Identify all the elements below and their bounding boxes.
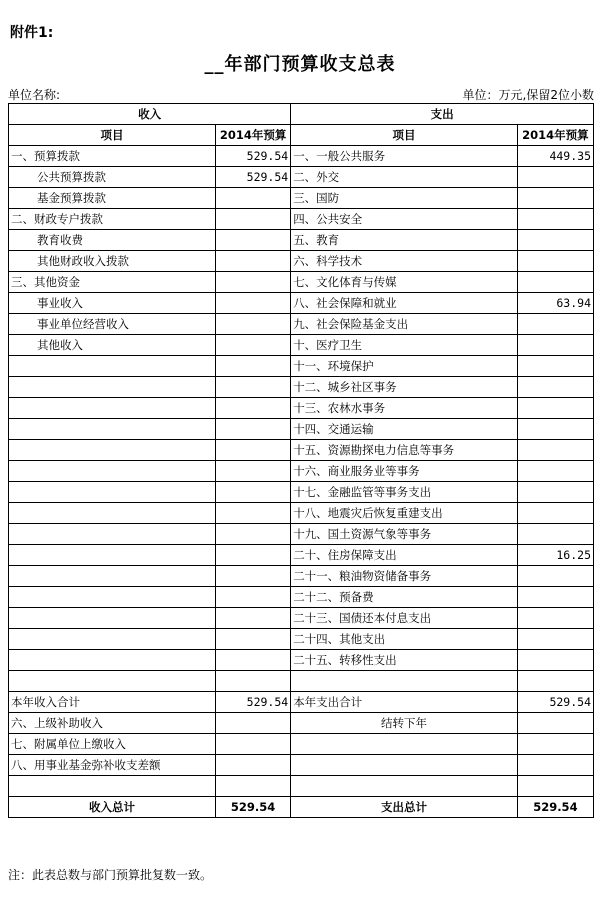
- expense-item: 结转下年: [291, 713, 518, 734]
- expense-value: [517, 776, 593, 797]
- col-header-expense-budget: 2014年预算: [517, 125, 593, 146]
- income-value: 529.54: [216, 167, 291, 188]
- expense-item: 十七、金融监管等事务支出: [291, 482, 518, 503]
- table-row: [9, 482, 594, 503]
- expense-item: 六、科学技术: [291, 251, 518, 272]
- table-row: [9, 587, 594, 608]
- income-item: 其他收入: [9, 335, 216, 356]
- expense-item: 四、公共安全: [291, 209, 518, 230]
- expense-value: [517, 335, 593, 356]
- expense-value: [517, 755, 593, 776]
- expense-value: [517, 356, 593, 377]
- income-value: [216, 440, 291, 461]
- income-total-value: 529.54: [216, 797, 291, 818]
- income-item: [9, 377, 216, 398]
- expense-value: [517, 377, 593, 398]
- unit-label: 单位：万元,保留2位小数: [462, 88, 594, 102]
- section-expense: 支出: [291, 104, 594, 125]
- expense-value: [517, 167, 593, 188]
- expense-item: [291, 755, 518, 776]
- expense-item: 十、医疗卫生: [291, 335, 518, 356]
- income-item: [9, 776, 216, 797]
- income-item: 三、其他资金: [9, 272, 216, 293]
- income-value: [216, 734, 291, 755]
- expense-value: [517, 440, 593, 461]
- expense-item: 十三、农林水事务: [291, 398, 518, 419]
- income-value: [216, 503, 291, 524]
- expense-value: [517, 524, 593, 545]
- income-item: [9, 356, 216, 377]
- expense-item: [291, 734, 518, 755]
- expense-item: 七、文化体育与传媒: [291, 272, 518, 293]
- expense-value: 16.25: [517, 545, 593, 566]
- expense-item: 一、一般公共服务: [291, 146, 518, 167]
- table-row: [9, 461, 594, 482]
- expense-value: [517, 566, 593, 587]
- budget-table: [8, 103, 594, 818]
- income-item: [9, 461, 216, 482]
- table-row: [9, 188, 594, 209]
- footnote: 注：此表总数与部门预算批复数一致。: [8, 868, 213, 882]
- expense-item: 十九、国土资源气象等事务: [291, 524, 518, 545]
- table-row: [9, 167, 594, 188]
- table-row: [9, 524, 594, 545]
- unit-name-label: 单位名称:: [8, 88, 61, 102]
- income-subtotal-value: 529.54: [216, 692, 291, 713]
- expense-item: 五、教育: [291, 230, 518, 251]
- income-value: [216, 272, 291, 293]
- income-item: 七、附属单位上缴收入: [9, 734, 216, 755]
- expense-item: 二十二、预备费: [291, 587, 518, 608]
- income-item: 六、上级补助收入: [9, 713, 216, 734]
- income-value: [216, 671, 291, 692]
- table-row: [9, 545, 594, 566]
- table-row: [9, 734, 594, 755]
- table-row: [9, 293, 594, 314]
- expense-value: 63.94: [517, 293, 593, 314]
- table-row: [9, 566, 594, 587]
- table-row: [9, 314, 594, 335]
- table-row: [9, 419, 594, 440]
- income-item: [9, 545, 216, 566]
- page-title: __年部门预算收支总表: [204, 54, 396, 75]
- income-item: [9, 608, 216, 629]
- expense-subtotal-label: 本年支出合计: [291, 692, 518, 713]
- income-total-label: 收入总计: [9, 797, 216, 818]
- expense-value: [517, 650, 593, 671]
- income-value: [216, 419, 291, 440]
- table-row: [9, 251, 594, 272]
- expense-item: 十二、城乡社区事务: [291, 377, 518, 398]
- table-row: [9, 272, 594, 293]
- budget-table-body: [9, 104, 594, 818]
- expense-item: 二十、住房保障支出: [291, 545, 518, 566]
- income-value: [216, 335, 291, 356]
- income-item: 事业收入: [9, 293, 216, 314]
- expense-value: [517, 188, 593, 209]
- subtotal-row: [9, 692, 594, 713]
- column-header-row: [9, 125, 594, 146]
- expense-item: 八、社会保障和就业: [291, 293, 518, 314]
- expense-value: [517, 587, 593, 608]
- expense-value: [517, 608, 593, 629]
- income-item: [9, 419, 216, 440]
- expense-item: 二十五、转移性支出: [291, 650, 518, 671]
- income-value: [216, 188, 291, 209]
- col-header-expense-item: 项目: [291, 125, 518, 146]
- table-row: [9, 377, 594, 398]
- income-value: [216, 608, 291, 629]
- income-item: [9, 629, 216, 650]
- table-row: [9, 335, 594, 356]
- income-value: [216, 461, 291, 482]
- table-row: [9, 776, 594, 797]
- income-value: [216, 629, 291, 650]
- income-value: [216, 230, 291, 251]
- expense-subtotal-value: 529.54: [517, 692, 593, 713]
- expense-item: 三、国防: [291, 188, 518, 209]
- income-item: [9, 398, 216, 419]
- expense-item: 十四、交通运输: [291, 419, 518, 440]
- income-item: [9, 671, 216, 692]
- table-row: [9, 230, 594, 251]
- income-item: [9, 482, 216, 503]
- income-item: [9, 650, 216, 671]
- income-item: [9, 440, 216, 461]
- income-value: [216, 713, 291, 734]
- expense-total-value: 529.54: [517, 797, 593, 818]
- expense-total-label: 支出总计: [291, 797, 518, 818]
- income-value: [216, 587, 291, 608]
- section-header-row: [9, 104, 594, 125]
- income-item: [9, 566, 216, 587]
- income-value: [216, 209, 291, 230]
- expense-item: 九、社会保险基金支出: [291, 314, 518, 335]
- income-value: [216, 755, 291, 776]
- expense-value: [517, 230, 593, 251]
- expense-value: [517, 209, 593, 230]
- income-value: [216, 650, 291, 671]
- table-row: [9, 608, 594, 629]
- total-row: [9, 797, 594, 818]
- expense-item: 二十三、国债还本付息支出: [291, 608, 518, 629]
- income-item: [9, 503, 216, 524]
- expense-value: [517, 482, 593, 503]
- expense-item: 二十一、粮油物资储备事务: [291, 566, 518, 587]
- expense-value: [517, 671, 593, 692]
- expense-item: 十八、地震灾后恢复重建支出: [291, 503, 518, 524]
- expense-value: [517, 629, 593, 650]
- income-item: 事业单位经营收入: [9, 314, 216, 335]
- table-row: [9, 440, 594, 461]
- table-row: [9, 146, 594, 167]
- income-item: 基金预算拨款: [9, 188, 216, 209]
- expense-value: [517, 734, 593, 755]
- expense-value: [517, 503, 593, 524]
- income-subtotal-label: 本年收入合计: [9, 692, 216, 713]
- table-row: [9, 209, 594, 230]
- section-income: 收入: [9, 104, 291, 125]
- expense-item: 十六、商业服务业等事务: [291, 461, 518, 482]
- expense-item: 二十四、其他支出: [291, 629, 518, 650]
- income-value: 529.54: [216, 146, 291, 167]
- expense-item: [291, 671, 518, 692]
- income-value: [216, 251, 291, 272]
- table-row: [9, 503, 594, 524]
- expense-value: [517, 314, 593, 335]
- expense-value: [517, 461, 593, 482]
- table-row: [9, 356, 594, 377]
- expense-value: [517, 251, 593, 272]
- income-value: [216, 776, 291, 797]
- income-value: [216, 314, 291, 335]
- income-item: 一、预算拨款: [9, 146, 216, 167]
- expense-item: 十五、资源勘探电力信息等事务: [291, 440, 518, 461]
- income-value: [216, 377, 291, 398]
- income-item: 八、用事业基金弥补收支差额: [9, 755, 216, 776]
- table-row: [9, 650, 594, 671]
- col-header-income-item: 项目: [9, 125, 216, 146]
- income-item: 教育收费: [9, 230, 216, 251]
- table-row: [9, 713, 594, 734]
- income-item: 公共预算拨款: [9, 167, 216, 188]
- income-item: [9, 587, 216, 608]
- expense-value: [517, 272, 593, 293]
- expense-value: [517, 713, 593, 734]
- income-item: 二、财政专户拨款: [9, 209, 216, 230]
- col-header-income-budget: 2014年预算: [216, 125, 291, 146]
- income-value: [216, 524, 291, 545]
- expense-value: [517, 419, 593, 440]
- expense-item: 二、外交: [291, 167, 518, 188]
- income-value: [216, 293, 291, 314]
- income-value: [216, 566, 291, 587]
- table-row: [9, 629, 594, 650]
- expense-item: 十一、环境保护: [291, 356, 518, 377]
- income-value: [216, 356, 291, 377]
- table-row: [9, 671, 594, 692]
- income-item: 其他财政收入拨款: [9, 251, 216, 272]
- expense-value: [517, 398, 593, 419]
- expense-value: 449.35: [517, 146, 593, 167]
- table-row: [9, 398, 594, 419]
- expense-item: [291, 776, 518, 797]
- income-item: [9, 524, 216, 545]
- attachment-label: 附件1:: [10, 25, 54, 41]
- income-value: [216, 482, 291, 503]
- income-value: [216, 398, 291, 419]
- income-value: [216, 545, 291, 566]
- table-row: [9, 755, 594, 776]
